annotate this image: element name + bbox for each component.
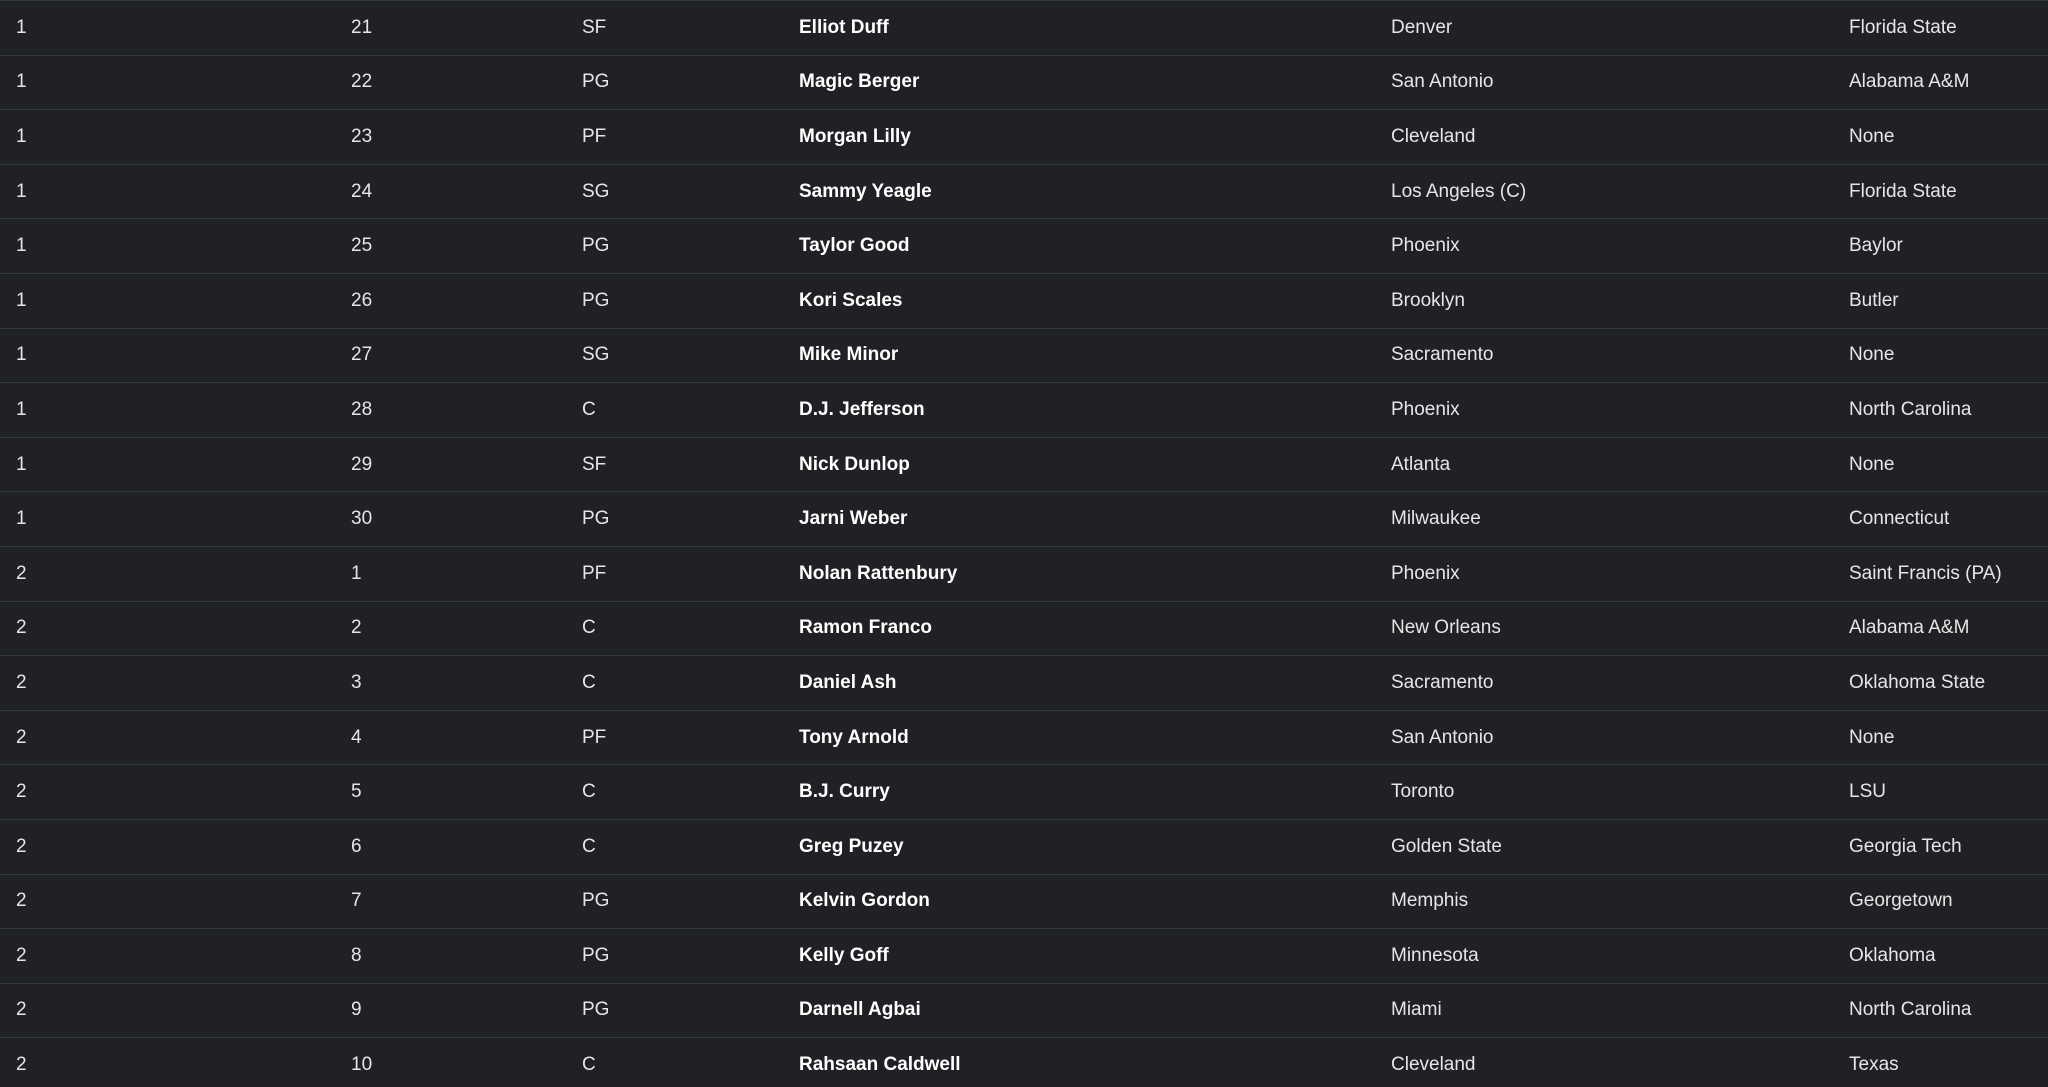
team-cell: Memphis: [1391, 890, 1469, 912]
table-row: [0, 546, 2048, 601]
table-row: [0, 1, 2048, 56]
table-row: [0, 601, 2048, 656]
table-row: [0, 983, 2048, 1038]
player-name-link[interactable]: Daniel Ash: [799, 671, 897, 693]
college-cell: LSU: [1849, 781, 1886, 803]
table-row: [0, 1038, 2048, 1087]
player-name-link[interactable]: Mike Minor: [799, 344, 899, 366]
team-cell: Toronto: [1391, 781, 1455, 803]
player-name-link[interactable]: Taylor Good: [799, 235, 910, 257]
table-row: [0, 383, 2048, 438]
position-cell: SF: [582, 453, 607, 475]
college-cell: Butler: [1849, 289, 1899, 311]
college-cell: None: [1849, 344, 1895, 366]
team-cell: Denver: [1391, 16, 1453, 38]
pick-cell: 23: [351, 125, 373, 147]
position-cell: C: [582, 617, 596, 639]
college-cell: Oklahoma State: [1849, 671, 1986, 693]
round-cell: 1: [16, 289, 27, 311]
pick-cell: 3: [351, 671, 362, 693]
position-cell: PF: [582, 562, 607, 584]
college-cell: North Carolina: [1849, 999, 1972, 1021]
team-cell: Cleveland: [1391, 125, 1476, 147]
college-cell: Oklahoma: [1849, 944, 1936, 966]
team-cell: Phoenix: [1391, 398, 1460, 420]
pick-cell: 26: [351, 289, 373, 311]
position-cell: PG: [582, 999, 610, 1021]
round-cell: 1: [16, 71, 27, 93]
table-row: [0, 819, 2048, 874]
round-cell: 1: [16, 125, 27, 147]
team-cell: Brooklyn: [1391, 289, 1465, 311]
college-cell: None: [1849, 453, 1895, 475]
table-row: [0, 710, 2048, 765]
pick-cell: 29: [351, 453, 373, 475]
round-cell: 1: [16, 180, 27, 202]
round-cell: 2: [16, 944, 27, 966]
player-name-link[interactable]: Tony Arnold: [799, 726, 909, 748]
position-cell: C: [582, 671, 596, 693]
round-cell: 2: [16, 890, 27, 912]
team-cell: Milwaukee: [1391, 508, 1481, 530]
team-cell: Golden State: [1391, 835, 1502, 857]
player-name-link[interactable]: Nolan Rattenbury: [799, 562, 958, 584]
pick-cell: 10: [351, 1054, 373, 1076]
team-cell: Atlanta: [1391, 453, 1451, 475]
player-name-link[interactable]: Elliot Duff: [799, 16, 889, 38]
pick-cell: 28: [351, 398, 373, 420]
pick-cell: 30: [351, 508, 373, 530]
college-cell: Georgetown: [1849, 890, 1953, 912]
table-row: [0, 164, 2048, 219]
college-cell: Baylor: [1849, 235, 1903, 257]
position-cell: SG: [582, 344, 610, 366]
table-row: [0, 765, 2048, 820]
pick-cell: 7: [351, 890, 362, 912]
pick-cell: 9: [351, 999, 362, 1021]
college-cell: Connecticut: [1849, 508, 1950, 530]
college-cell: Alabama A&M: [1849, 617, 1970, 639]
player-name-link[interactable]: Rahsaan Caldwell: [799, 1054, 961, 1076]
round-cell: 1: [16, 508, 27, 530]
college-cell: Texas: [1849, 1054, 1899, 1076]
team-cell: Los Angeles (C): [1391, 180, 1527, 202]
player-name-link[interactable]: Sammy Yeagle: [799, 180, 932, 202]
player-name-link[interactable]: D.J. Jefferson: [799, 398, 925, 420]
pick-cell: 4: [351, 726, 362, 748]
table-row: [0, 328, 2048, 383]
position-cell: SF: [582, 16, 607, 38]
college-cell: Florida State: [1849, 16, 1957, 38]
round-cell: 2: [16, 671, 27, 693]
round-cell: 1: [16, 398, 27, 420]
player-name-link[interactable]: Kori Scales: [799, 289, 903, 311]
team-cell: New Orleans: [1391, 617, 1501, 639]
college-cell: North Carolina: [1849, 398, 1972, 420]
position-cell: PG: [582, 235, 610, 257]
pick-cell: 6: [351, 835, 362, 857]
player-name-link[interactable]: Kelvin Gordon: [799, 890, 930, 912]
draft-table-body: [0, 1, 2048, 1087]
pick-cell: 1: [351, 562, 362, 584]
round-cell: 2: [16, 562, 27, 584]
team-cell: Phoenix: [1391, 235, 1460, 257]
round-cell: 1: [16, 344, 27, 366]
position-cell: C: [582, 781, 596, 803]
table-row: [0, 219, 2048, 274]
table-row: [0, 874, 2048, 929]
round-cell: 2: [16, 1054, 27, 1076]
team-cell: Sacramento: [1391, 671, 1494, 693]
table-row: [0, 273, 2048, 328]
position-cell: PG: [582, 890, 610, 912]
player-name-link[interactable]: B.J. Curry: [799, 781, 890, 803]
pick-cell: 27: [351, 344, 373, 366]
player-name-link[interactable]: Nick Dunlop: [799, 453, 910, 475]
round-cell: 1: [16, 235, 27, 257]
table-row: [0, 110, 2048, 165]
position-cell: PG: [582, 944, 610, 966]
pick-cell: 5: [351, 781, 362, 803]
team-cell: Miami: [1391, 999, 1442, 1021]
pick-cell: 22: [351, 71, 373, 93]
table-row: [0, 656, 2048, 711]
player-name-link[interactable]: Darnell Agbai: [799, 999, 921, 1021]
position-cell: PG: [582, 289, 610, 311]
position-cell: PG: [582, 71, 610, 93]
player-name-link[interactable]: Jarni Weber: [799, 508, 908, 530]
position-cell: PF: [582, 726, 607, 748]
pick-cell: 25: [351, 235, 373, 257]
table-row: [0, 437, 2048, 492]
college-cell: Alabama A&M: [1849, 71, 1970, 93]
round-cell: 1: [16, 453, 27, 475]
pick-cell: 2: [351, 617, 362, 639]
round-cell: 2: [16, 781, 27, 803]
team-cell: Minnesota: [1391, 944, 1479, 966]
team-cell: Cleveland: [1391, 1054, 1476, 1076]
pick-cell: 24: [351, 180, 373, 202]
player-name-link[interactable]: Greg Puzey: [799, 835, 904, 857]
pick-cell: 8: [351, 944, 362, 966]
college-cell: Saint Francis (PA): [1849, 562, 2002, 584]
player-name-link[interactable]: Magic Berger: [799, 71, 920, 93]
player-name-link[interactable]: Kelly Goff: [799, 944, 889, 966]
round-cell: 2: [16, 835, 27, 857]
round-cell: 1: [16, 16, 27, 38]
college-cell: Georgia Tech: [1849, 835, 1962, 857]
college-cell: Florida State: [1849, 180, 1957, 202]
position-cell: PF: [582, 125, 607, 147]
table-row: [0, 929, 2048, 984]
round-cell: 2: [16, 617, 27, 639]
college-cell: None: [1849, 726, 1895, 748]
round-cell: 2: [16, 726, 27, 748]
pick-cell: 21: [351, 16, 373, 38]
round-cell: 2: [16, 999, 27, 1021]
position-cell: C: [582, 1054, 596, 1076]
player-name-link[interactable]: Ramon Franco: [799, 617, 933, 639]
team-cell: Phoenix: [1391, 562, 1460, 584]
position-cell: SG: [582, 180, 610, 202]
position-cell: PG: [582, 508, 610, 530]
position-cell: C: [582, 835, 596, 857]
position-cell: C: [582, 398, 596, 420]
college-cell: None: [1849, 125, 1895, 147]
team-cell: San Antonio: [1391, 726, 1494, 748]
team-cell: Sacramento: [1391, 344, 1494, 366]
table-row: [0, 492, 2048, 547]
team-cell: San Antonio: [1391, 71, 1494, 93]
player-name-link[interactable]: Morgan Lilly: [799, 125, 911, 147]
table-row: [0, 55, 2048, 110]
